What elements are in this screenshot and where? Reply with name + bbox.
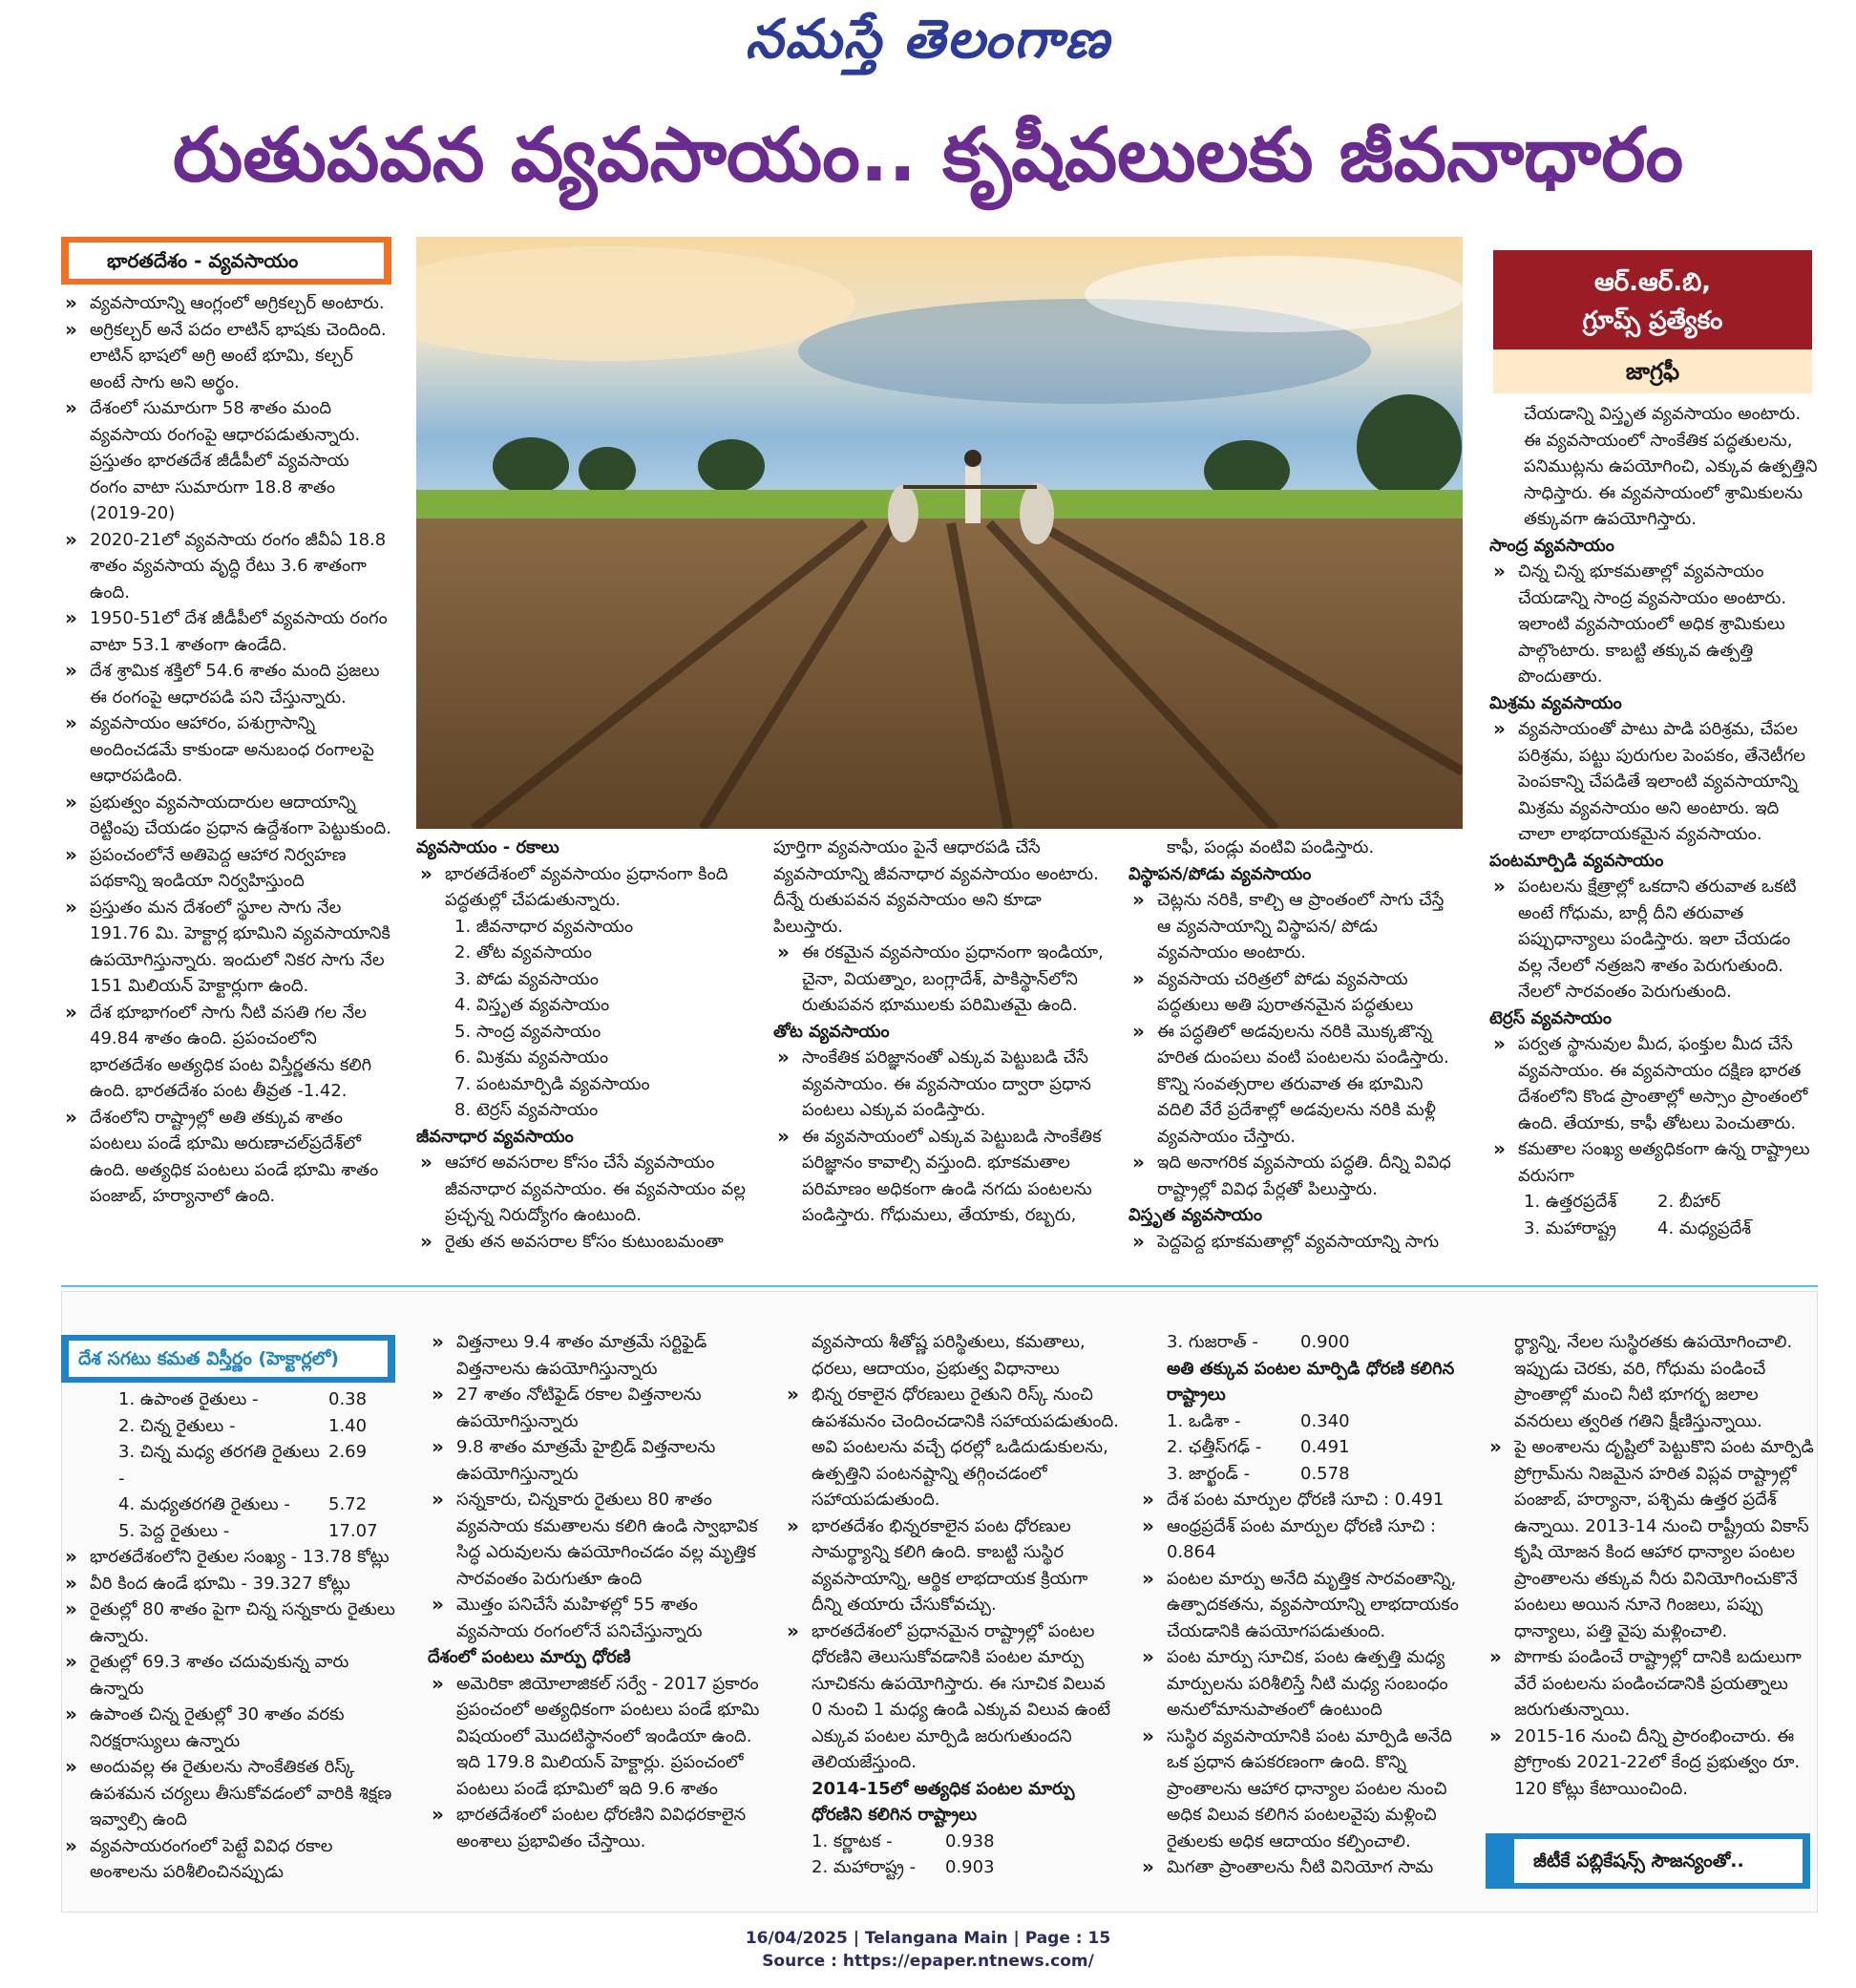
list-item: » 27 శాతం నోటిఫైడ్ రకాల విత్తనాలను ఉపయోగిస్తున్నారు <box>428 1382 764 1434</box>
row-value: 0.578 <box>1300 1463 1350 1484</box>
row-label: 4. మధ్యతరగతి రైతులు - <box>118 1494 290 1514</box>
list-item: » ఇది అనాగరిక వ్యవసాయ పద్ధతి. దీన్ని వివిధ రాష్ట్రాల్లో వివిధ పేర్లతో పిలుస్తారు. <box>1128 1150 1463 1202</box>
column-2 <box>416 835 758 1274</box>
section-title: దేశ సగటు కమత విస్తీర్ణం (హెక్టార్లలో) <box>69 1341 388 1377</box>
subheading: సాంద్ర వ్యవసాయం <box>1489 535 1614 556</box>
row-value: 0.903 <box>945 1857 995 1877</box>
table-row <box>1138 1434 1474 1461</box>
table-row <box>783 1829 1119 1855</box>
list-item: » సుస్థిర వ్యవసాయానికి పంట మార్పిడి అనేది ఒక ప్రధాన ఉపకరణంగా ఉంది. కొన్ని ప్రాంతాలను ఆహార ధాన్యాల పంటల నుంచి అధిక విలువ కలిగిన పంటలవైపు మళ్లించి రైతులకు అధిక ఆదాయం కల్పించాలి. <box>1138 1724 1474 1855</box>
list-item: » వ్యవసాయం ఆహారం, పశుగ్రాసాన్ని అందించడమే కాకుండా అనుబంధ రంగాలపై ఆధారపడింది. <box>61 710 391 790</box>
list-item: » రైతుల్లో 69.3 శాతం చదువుకున్న వారు ఉన్నారు <box>61 1649 395 1702</box>
type-item: 3. పోడు వ్యవసాయం <box>454 968 599 989</box>
footer-date-page: 16/04/2025 | Telangana Main | Page : 15 <box>745 1929 1111 1948</box>
table-row <box>118 1518 395 1545</box>
list-item: » సాంకేతిక పరిజ్ఞానంతో ఎక్కువ పెట్టుబడి చేసే వ్యవసాయం. ఈ వ్యవసాయం ద్వారా ప్రధాన పంటలు ఎక్కువ పండిస్తారు. <box>773 1045 1107 1124</box>
list-item: » ఉపాంత చిన్న రైతుల్లో 30 శాతం వరకు నిరక్షరాస్యులు ఉన్నారు <box>61 1702 395 1754</box>
list-item: » వ్యవసాయంతో పాటు పాడి పరిశ్రమ, చేపల పరిశ్రమ, పట్టు పురుగుల పెంపకం, తేనెటీగల పెంపకాన్ని చేపడితే ఇలాంటి వ్యవసాయాన్ని మిశ్రమ వ్యవసాయం అని అంటారు. ఇది చాలా లాభదాయకమైన వ్యవసాయం. <box>1489 716 1818 848</box>
list-item: » పెద్దపెద్ద భూకమతాల్లో వ్యవసాయాన్ని సాగు <box>1128 1229 1463 1256</box>
list-item: » ప్రభుత్వం వ్యవసాయదారుల ఆదాయాన్ని రెట్టింపు చేయడం ప్రధాన ఉద్దేశంగా పెట్టుకుంది. <box>61 790 391 842</box>
subheading: విస్థాపన/పోడు వ్యవసాయం <box>1128 863 1312 884</box>
list-item: » దేశ శ్రామిక శక్తిలో 54.6 శాతం మంది ప్రజలు ఈ రంగంపై ఆధారపడి పని చేస్తున్నారు. <box>61 658 391 710</box>
list-item: » భారతదేశంలో ప్రధానమైన రాష్ట్రాల్లో పంటల ధోరణిని తెలుసుకోవడానికి పంటల మార్పు సూచికను ఉపయోగిస్తారు. ఈ సూచిక విలువ 0 నుంచి 1 మధ్య ఉండి ఎక్కువ విలువ ఉంటే ఎక్కువ పంటల మార్పిడి జరుగుతుందని తెలియజేస్తుంది. <box>783 1618 1119 1776</box>
list-item: » మిగతా ప్రాంతాలను నీటి వినియోగ సామ <box>1138 1854 1474 1881</box>
rrb-subject: జాగ్రఫీ <box>1493 349 1812 393</box>
list-item: » 2015-16 నుంచి దీన్ని ప్రారంభించారు. ఈ ప్రోగ్రాంకు 2021-22లో కేంద్ర ప్రభుత్వం రూ. 120 కోట్లు కేటాయించింది. <box>1486 1724 1818 1803</box>
row-label: 3. చిన్న మధ్య తరగతి రైతులు - <box>118 1442 320 1489</box>
list-item: » కమతాల సంఖ్య అత్యధికంగా ఉన్న రాష్ట్రాలు వరుసగా <box>1489 1136 1818 1189</box>
list-item: » 9.8 శాతం మాత్రమే హైబ్రిడ్ విత్తనాలను ఉపయోగిస్తున్నారు <box>428 1434 764 1487</box>
subheading: పంటమార్పిడి వ్యవసాయం <box>1489 850 1664 871</box>
list-item: » రైతు తన అవసరాల కోసం కుటుంబమంతా <box>416 1229 758 1256</box>
row-label: 3. గుజరాత్ - <box>1167 1332 1258 1352</box>
section-box-india-agriculture <box>61 237 391 285</box>
row-label: 1. కర్ణాటక - <box>812 1830 893 1851</box>
row-value: 0.938 <box>945 1830 995 1851</box>
subheading: విస్తృత వ్యవసాయం <box>1128 1205 1262 1225</box>
list-item: » పర్వత స్థానువుల మీద, ఫంక్తుల మీద చేసే వ్యవసాయం. ఈ వ్యవసాయం దక్షిణ భారత దేశంలోని కొండ ప్రాంతాల్లో అస్సాం ప్రాంతంలో ఉంది. తేయాకు, కాఫీ తోటలు పెంచుతారు. <box>1489 1031 1818 1136</box>
list-item: » భిన్న రకాలైన ధోరణులు రైతుని రిస్క్ నుంచి ఉపశమనం చెందించడానికి సహాయపడుతుంది. అవి పంటలను వచ్చే ధరల్లో ఒడిదుడుకులను, ఉత్పత్తిని పంటనష్టాన్ని తగ్గించడంలో సహాయపడుతుంది. <box>783 1382 1119 1513</box>
list-item: » ఈ వ్యవసాయంలో ఎక్కువ పెట్టుబడి సాంకేతిక పరిజ్ఞానం కావాల్సి వస్తుంది. భూకమతాల పరిమాణం అధికంగా ఉండి నగదు పంటలను పండిస్తారు. గోధుమలు, తేయాకు, రబ్బరు, <box>773 1124 1107 1229</box>
list-item: » భారతదేశంలో పంటల ధోరణిని వివిధరకాలైన అంశాలు ప్రభావితం చేస్తాయి. <box>428 1802 764 1854</box>
section-box-avg-holding <box>61 1335 395 1383</box>
list-item: » దేశ పంట మార్పుల ధోరణి సూచి : 0.491 <box>1138 1487 1474 1513</box>
list-item: » అగ్రికల్చర్ అనే పదం లాటిన్ భాషకు చెందింది. లాటిన్ భాషలో అగ్రి అంటే భూమి, కల్చర్ అంటే సాగు అని అర్థం. <box>61 317 391 396</box>
list-item: » సన్నకారు, చిన్నకారు రైతులు 80 శాతం వ్యవసాయ కమతాలను కలిగి ఉండి స్వాభావిక సిద్ధ ఎరువులను ఉపయోగించడం వల్ల మృత్తిక సారవంతం పెరుగుతూ ఉంది <box>428 1487 764 1592</box>
state-item: 4. మధ్యప్రదేశ్ <box>1657 1217 1752 1238</box>
list-item: » భారతదేశంలో వ్యవసాయం ప్రధానంగా కింది పద్ధతుల్లో చేపడుతున్నారు. <box>416 861 758 914</box>
column-4 <box>1128 835 1463 1274</box>
list-item: » భారతదేశంలోని రైతుల సంఖ్య - 13.78 కోట్లు <box>61 1544 395 1571</box>
table-row <box>783 1854 1119 1881</box>
list-item: » ప్రస్తుతం మన దేశంలో స్థూల సాగు నేల 191.76 మి. హెక్టార్ల భూమిని వ్యవసాయానికి ఉపయోగిస్తున్నారు. ఇందులో నికర సాగు నేల 151 మిలియన్ హెక్టార్లుగా ఉంది. <box>61 895 391 1000</box>
list-item: » వ్యవసాయరంగంలో పెట్టే వివిధ రకాల అంశాలను పరిశీలించినప్పుడు <box>61 1833 395 1886</box>
list-item: » ఆంధ్రప్రదేశ్ పంట మార్పుల ధోరణి సూచి : 0.864 <box>1138 1513 1474 1566</box>
type-item: 2. తోట వ్యవసాయం <box>454 942 592 962</box>
list-item: » చిన్న చిన్న భూకమతాల్లో వ్యవసాయం చేయడాన్ని సాంద్ర వ్యవసాయం అంటారు. ఇలాంటి వ్యవసాయంలో అధిక శ్రామికులు పాల్గొంటారు. కాబట్టి తక్కువ ఉత్పత్తి పొందుతారు. <box>1489 559 1818 690</box>
state-item: 1. ఉత్తరప్రదేశ్ <box>1524 1192 1617 1212</box>
row-value: 2.69 <box>328 1442 368 1462</box>
bottom-column-2 <box>428 1329 764 1908</box>
list-item: » భారతదేశం భిన్నరకాలైన పంట ధోరణుల సామర్థ్యాన్ని కలిగి ఉంది. కాబట్టి సుస్థిర వ్యవసాయాన్ని, ఆర్థిక లాభదాయక క్రియగా దీన్ని తయారు చేసుకోవచ్చు. <box>783 1513 1119 1618</box>
column-1 <box>61 237 391 1268</box>
column-3 <box>773 835 1107 1274</box>
farmer-ploughing-photo <box>416 237 1463 829</box>
bottom-column-1 <box>61 1335 395 1908</box>
type-item: 5. సాంద్ర వ్యవసాయం <box>454 1021 601 1042</box>
list-item: » అందువల్ల ఈ రైతులను సాంకేతికత రిస్క్ ఉపశమన చర్యలు తీసుకోవడంలో వారికి శిక్షణ ఇవ్వాల్సి ఉంది <box>61 1754 395 1833</box>
list-item: » దేశంలోని రాష్ట్రాల్లో అతి తక్కువ శాతం పంటలు పండే భూమి అరుణాచల్‌ప్రదేశ్‌లో ఉంది. అత్యధిక పంటలు పండే భూమి శాతం పంజాబ్, హర్యానాలో ఉంది. <box>61 1105 391 1210</box>
paragraph: వ్యవసాయ శీతోష్ణ పరిస్థితులు, కమతాలు, ధరలు, ఆదాయం, ప్రభుత్వ విధానాలు <box>812 1332 1086 1379</box>
section-title: భారతదేశం - వ్యవసాయం <box>69 243 384 279</box>
state-item: 2. బీహార్ <box>1657 1192 1721 1212</box>
list-item: » పంటలను క్షేత్రాల్లో ఒకదాని తరువాత ఒకటి అంటే గోధుమ, బార్లీ దీని తరువాత పప్పుధాన్యాలు పండిస్తారు. ఇలా చేయడం వల్ల నేలలో నత్రజని శాతం పెరుగుతుంది. నేలలో సారవంతం పెరుగుతుంది. <box>1489 874 1818 1005</box>
section-divider <box>61 1285 1818 1287</box>
list-item: » వీరి కింద ఉండే భూమి - 39.327 కోట్లు <box>61 1571 395 1597</box>
paragraph: ర్థ్యాన్ని, నేలల సుస్థిరతకు ఉపయోగించాలి. ఇప్పుడు చెరకు, వరి, గోధుమ పండించే ప్రాంతాల్లో మంచి నీటి భూగర్భ జలాల వనరులు త్వరిత గతిని క్షీణిస్తున్నాయి. <box>1514 1332 1793 1431</box>
list-item: » రైతుల్లో 80 శాతం పైగా చిన్న సన్నకారు రైతులు ఉన్నారు. <box>61 1597 395 1649</box>
type-item: 7. పంటమార్పిడి వ్యవసాయం <box>454 1073 650 1094</box>
rrb-groups-special-box <box>1493 250 1812 393</box>
paragraph: కాఫీ, పండ్లు వంటివి పండిస్తారు. <box>1167 837 1375 857</box>
table-row <box>118 1439 395 1491</box>
footer-source-link[interactable]: Source : https://epaper.ntnews.com/ <box>762 1952 1094 1971</box>
list-item: » 2020-21లో వ్యవసాయ రంగం జీవీఏ 18.8 శాతం వ్యవసాయ వృద్ధి రేటు 3.6 శాతంగా ఉంది. <box>61 527 391 606</box>
subheading: వ్యవసాయం - రకాలు <box>416 837 559 857</box>
table-row <box>1138 1461 1474 1488</box>
list-item: » దేశ భూభాగంలో సాగు నీటి వసతి గల నేల 49.84 శాతం ఉంది. ప్రపంచంలోని భారతదేశం అత్యధిక పంట విస్తీర్ణతను కలిగి ఉంది. భారతదేశం పంట తీవ్రత -1.42. <box>61 1000 391 1105</box>
bottom-column-3 <box>783 1329 1119 1908</box>
table-row <box>118 1413 395 1440</box>
row-label: 1. ఉపాంత రైతులు - <box>118 1389 259 1409</box>
row-label: 5. పెద్ద రైతులు - <box>118 1520 230 1541</box>
bottom-column-5 <box>1486 1329 1818 1828</box>
list-item: » వ్యవసాయ చరిత్రలో పోడు వ్యవసాయ పద్ధతులు అతి పురాతనమైన పద్ధతులు <box>1128 966 1463 1019</box>
table-row <box>118 1491 395 1518</box>
headline: రుతుపవన వ్యవసాయం.. కృషీవలులకు జీవనాధారం <box>172 113 1684 199</box>
row-value: 0.491 <box>1300 1437 1350 1457</box>
states-list <box>1489 1189 1818 1241</box>
list-item: » వ్యవసాయాన్ని ఆంగ్లంలో అగ్రికల్చర్ అంటారు. <box>61 290 391 317</box>
list-item: » 1950-51లో దేశ జీడీపీలో వ్యవసాయ రంగం వాటా 53.1 శాతంగా ఉండేది. <box>61 605 391 658</box>
list-item: » అమెరికా జియోలాజికల్ సర్వే - 2017 ప్రకారం ప్రపంచంలో అత్యధికంగా పంటలు పండే భూమి విషయంలో మొదటిస్థానంలో ఇండియా ఉంది. ఇది 179.8 మిలియన్ హెక్టార్లు. ప్రపంచంలో పంటలు పండే భూమిలో ఇది 9.6 శాతం <box>428 1671 764 1803</box>
rrb-title <box>1493 250 1812 349</box>
list-item: » పొగాకు పండించే రాష్ట్రాల్లో దానికి బదులుగా వేరే పంటలను పండించడానికి ప్రయత్నాలు జరుగుతున్నాయి. <box>1486 1644 1818 1724</box>
row-value: 1.40 <box>328 1415 368 1436</box>
subheading: 2014-15లో అత్యధిక పంటల మార్పు ధోరణిని కలిగిన రాష్ట్రాలు <box>812 1778 1075 1825</box>
row-value: 5.72 <box>328 1494 368 1514</box>
state-item: 3. మహారాష్ట్ర <box>1524 1217 1616 1238</box>
subheading: టెర్రస్ వ్యవసాయం <box>1489 1007 1612 1028</box>
rrb-line2: గ్రూప్స్ ప్రత్యేకం <box>1582 307 1723 335</box>
list-item: » పై అంశాలను దృష్టిలో పెట్టుకొని పంట మార్పిడి ప్రోగ్రామ్‌ను నిజమైన హరిత విప్లవ రాష్ట్రాల్లో పంజాబ్, హర్యానా, పశ్చిమ ఉత్తర ప్రదేశ్ ఉన్నాయి. 2013-14 నుంచి రాష్ట్రీయ వికాస్ కృషి యోజన కింద ఆహార ధాన్యాల పంటల ప్రాంతాలను తక్కువ నీరు వినియోగించుకొనే పంటలు అయిన నూనె గింజలు, పప్పు ధాన్యాలు, పత్తి వైపు మళ్లించాలి. <box>1486 1434 1818 1644</box>
row-label: 2. మహారాష్ట్ర - <box>812 1857 917 1877</box>
rrb-line1: ఆర్.ఆర్.బి, <box>1593 268 1711 297</box>
paragraph: చేయడాన్ని విస్తృత వ్యవసాయం అంటారు. ఈ వ్యవసాయంలో సాంకేతిక పద్ధతులను, పనిముట్లను ఉపయోగించి, ఎక్కువ ఉత్పత్తిని సాధిస్తారు. ఈ వ్యవసాయంలో శ్రామికులను తక్కువగా ఉపయోగిస్తారు. <box>1524 404 1818 529</box>
subheading: తోట వ్యవసాయం <box>773 1021 890 1042</box>
list-item: » దేశంలో సుమారుగా 58 శాతం మంది వ్యవసాయ రంగంపై ఆధారపడుతున్నారు. ప్రస్తుతం భారతదేశ జీడీపీలో వ్యవసాయ రంగం వాటా సుమారుగా 18.8 శాతం (2019-20) <box>61 395 391 527</box>
row-label: 3. జార్ఖండ్ - <box>1167 1463 1251 1484</box>
row-value: 0.900 <box>1300 1332 1350 1352</box>
paragraph: పూర్తిగా వ్యవసాయం పైనే ఆధారపడి చేసే వ్యవసాయాన్ని జీవనాధార వ్యవసాయం అంటారు. దీన్నే రుతుపవన వ్యవసాయం అని కూడా పిలుస్తారు. <box>773 837 1099 937</box>
list-item: » పంటల మార్పు అనేది మృత్తిక సారవంతాన్ని, ఉత్పాదకతను, వ్యవసాయాన్ని లాభదాయకం చేయడానికి ఉపయోగపడుతుంది. <box>1138 1566 1474 1645</box>
column-5 <box>1489 401 1818 1274</box>
subheading: దేశంలో పంటలు మార్పు ధోరణి <box>428 1647 631 1667</box>
subheading: అతి తక్కువ పంటల మార్పిడి ధోరణి కలిగిన రాష్ట్రాలు <box>1167 1358 1455 1405</box>
list-item: » ఈ పద్ధతిలో అడవులను నరికి మొక్కజొన్న హరిత దుంపలు వంటి పంటలను పండిస్తారు. కొన్ని సంవత్సరాల తరువాత ఈ భూమిని వదిలి వేరే ప్రదేశాల్లో అడవులను నరికి మళ్లీ వ్యవసాయం చేస్తారు. <box>1128 1019 1463 1151</box>
masthead-logo: నమస్తే తెలంగాణ <box>745 8 1111 71</box>
type-item: 1. జీవనాధార వ్యవసాయం <box>454 916 634 937</box>
row-label: 1. ఒడిశా - <box>1167 1410 1241 1431</box>
publisher-credit-box <box>1486 1833 1810 1889</box>
type-item: 6. మిశ్రమ వ్యవసాయం <box>454 1047 609 1068</box>
row-label: 2. చిన్న రైతులు - <box>118 1415 236 1436</box>
list-item: » ప్రపంచంలోనే అతిపెద్ద ఆహార నిర్వహణ పథకాన్ని ఇండియా నిర్వహిస్తుంది <box>61 842 391 895</box>
credit-text: జీటీకే పబ్లికేషన్స్ సౌజన్యంతో.. <box>1514 1839 1803 1883</box>
table-row <box>118 1386 395 1413</box>
page-footer <box>0 1927 1856 1973</box>
row-label: 2. ఛత్తీస్‌గఢ్ - <box>1167 1437 1262 1457</box>
type-item: 8. టెర్రస్ వ్యవసాయం <box>454 1100 599 1120</box>
list-item: » ఆహార అవసరాల కోసం చేసే వ్యవసాయం జీవనాధార వ్యవసాయం. ఈ వ్యవసాయం వల్ల ప్రచ్ఛన్న నిరుద్యోగం ఉంటుంది. <box>416 1150 758 1229</box>
list-item: » పంట మార్పు సూచిక, పంట ఉత్పత్తి మధ్య మార్పులను పరిశీలిస్తే నీటి మధ్య సంబంధం అనులోమానుపాతంలో ఉంటుంది <box>1138 1644 1474 1724</box>
row-value: 0.38 <box>328 1389 368 1409</box>
type-item: 4. విస్తృత వ్యవసాయం <box>454 995 610 1015</box>
subheading: మిశ్రమ వ్యవసాయం <box>1489 692 1622 713</box>
list-item: » విత్తనాలు 9.4 శాతం మాత్రమే సర్టిఫైడ్ విత్తనాలను ఉపయోగిస్తున్నారు <box>428 1329 764 1382</box>
row-value: 17.07 <box>328 1520 378 1541</box>
list-item: » చెట్లను నరికి, కాల్చి ఆ ప్రాంతంలో సాగు చేస్తే ఆ వ్యవసాయాన్ని విస్థాపన/ పోడు వ్యవసాయం అంటారు. <box>1128 887 1463 966</box>
list-item: » ఈ రకమైన వ్యవసాయం ప్రధానంగా ఇండియా, చైనా, వియత్నాం, బంగ్లాదేశ్, పాకిస్థాన్‌లోని రుతుపవన భూములకు పరిమితమై ఉంది. <box>773 940 1107 1019</box>
row-value: 0.340 <box>1300 1410 1350 1431</box>
table-row <box>1138 1329 1474 1356</box>
table-row <box>1138 1408 1474 1435</box>
bottom-column-4 <box>1138 1329 1474 1908</box>
holding-table <box>61 1386 395 1544</box>
list-item: » మొత్తం పనిచేసే మహిళల్లో 55 శాతం వ్యవసాయ రంగంలోనే పనిచేస్తున్నారు <box>428 1592 764 1644</box>
subheading: జీవనాధార వ్యవసాయం <box>416 1126 574 1147</box>
